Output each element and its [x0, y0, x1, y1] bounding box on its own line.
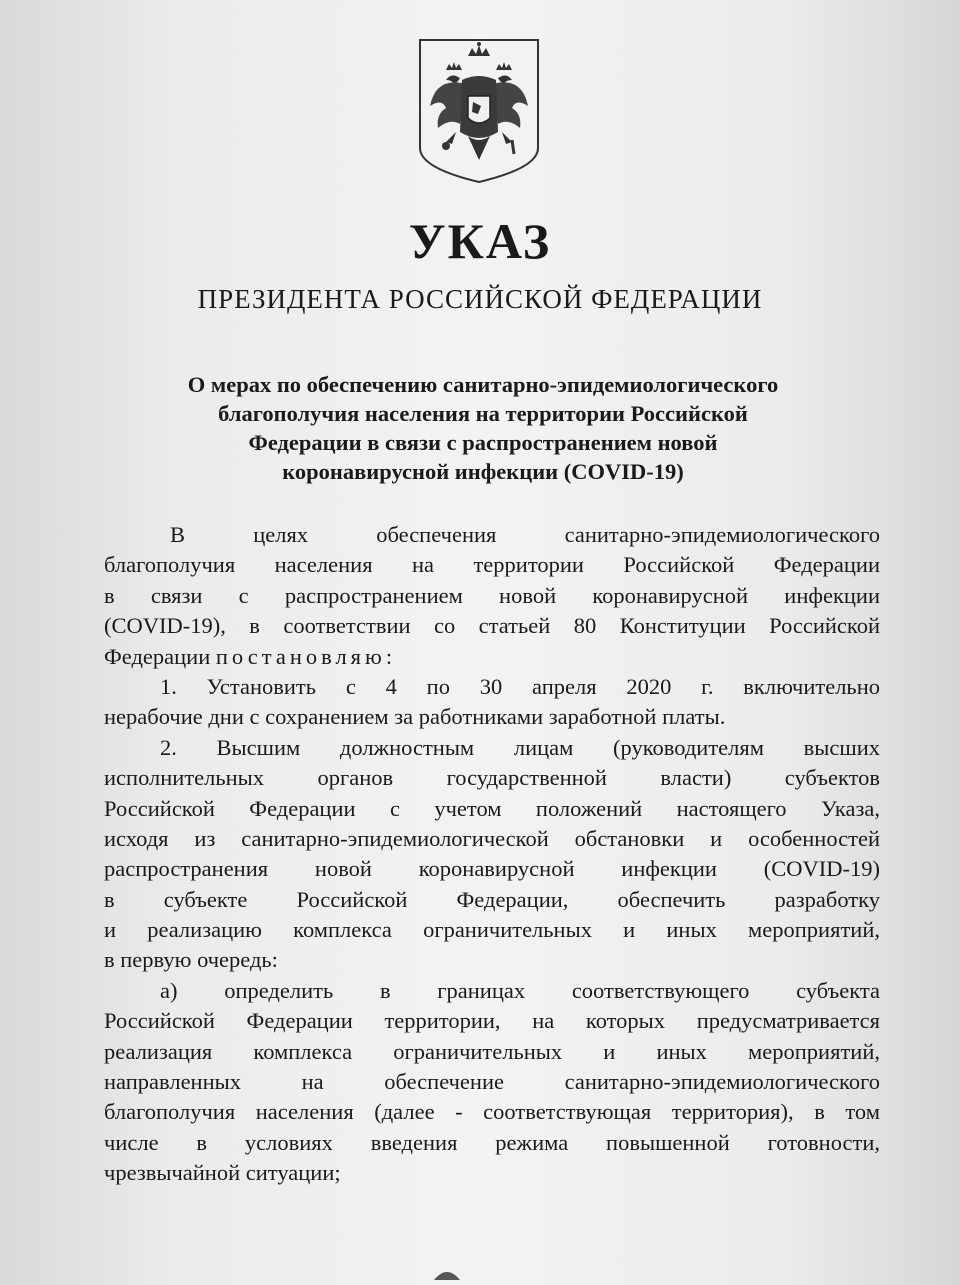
- item-1-paragraph: [104, 672, 880, 733]
- item-2a-line: числе в условиях введения режима повышенной готовности,: [104, 1129, 880, 1155]
- item-2-line: Российской Федерации с учетом положений настоящего Указа,: [104, 795, 880, 821]
- preamble-line: в связи с распространением новой коронавирусной инфекции: [104, 582, 880, 608]
- item-2-line: распространения новой коронавирусной инфекции (COVID-19): [104, 856, 880, 882]
- item-2-line: в субъекте Российской Федерации, обеспечить разработку: [104, 886, 880, 912]
- item-2-line: и реализацию комплекса ограничительных и иных мероприятий,: [104, 917, 880, 943]
- decree-heading: [150, 370, 816, 486]
- item-2a-line: благополучия населения (далее - соответствующая территория), в том: [104, 1099, 880, 1125]
- heading-line: О мерах по обеспечению санитарно-эпидемиологического: [187, 372, 779, 397]
- item-2a-line: направленных на обеспечение санитарно-эпидемиологического: [104, 1069, 880, 1095]
- decree-subtitle: ПРЕЗИДЕНТА РОССИЙСКОЙ ФЕДЕРАЦИИ: [197, 284, 763, 314]
- next-page-emblem-fragment: [428, 1262, 466, 1280]
- preamble-resolve-word: постановляю:: [215, 643, 397, 669]
- heading-line: Федерации в связи с распространением новой: [248, 430, 718, 455]
- preamble-line: (COVID-19), в соответствии со статьей 80 Конституции Российской: [104, 613, 880, 639]
- preamble-line: благополучия населения на территории Российской Федерации: [104, 552, 880, 578]
- preamble-paragraph: [104, 520, 880, 672]
- item-2a-line: чрезвычайной ситуации;: [104, 1160, 341, 1186]
- heading-line: коронавирусной инфекции (COVID-19): [282, 459, 684, 484]
- item-1-line: нерабочие дни с сохранением за работниками заработной платы.: [104, 704, 726, 730]
- item-1-line: 1. Установить с 4 по 30 апреля 2020 г. включительно: [160, 673, 880, 699]
- item-2a-line: Российской Федерации территории, на которых предусматривается: [104, 1008, 880, 1034]
- decree-body: [104, 520, 880, 1189]
- item-2a-paragraph: [104, 976, 880, 1189]
- preamble-prefix: Федерации: [104, 643, 216, 669]
- item-2-line: исходя из санитарно-эпидемиологической обстановки и особенностей: [104, 825, 880, 851]
- coat-of-arms-emblem: [416, 36, 542, 186]
- heading-line: благополучия населения на территории Российской: [218, 401, 748, 426]
- item-2-paragraph: [104, 733, 880, 976]
- item-2-line: в первую очередь:: [104, 947, 278, 973]
- item-2-line: исполнительных органов государственной власти) субъектов: [104, 765, 880, 791]
- preamble-line-final: [104, 642, 880, 672]
- preamble-line: В целях обеспечения санитарно-эпидемиологического: [170, 522, 880, 547]
- item-2a-line: реализация комплекса ограничительных и иных мероприятий,: [104, 1038, 880, 1064]
- decree-title: УКАЗ: [408, 213, 552, 269]
- item-2-line: 2. Высшим должностным лицам (руководителям высших: [160, 734, 880, 760]
- item-2a-line: а) определить в границах соответствующего субъекта: [160, 977, 880, 1003]
